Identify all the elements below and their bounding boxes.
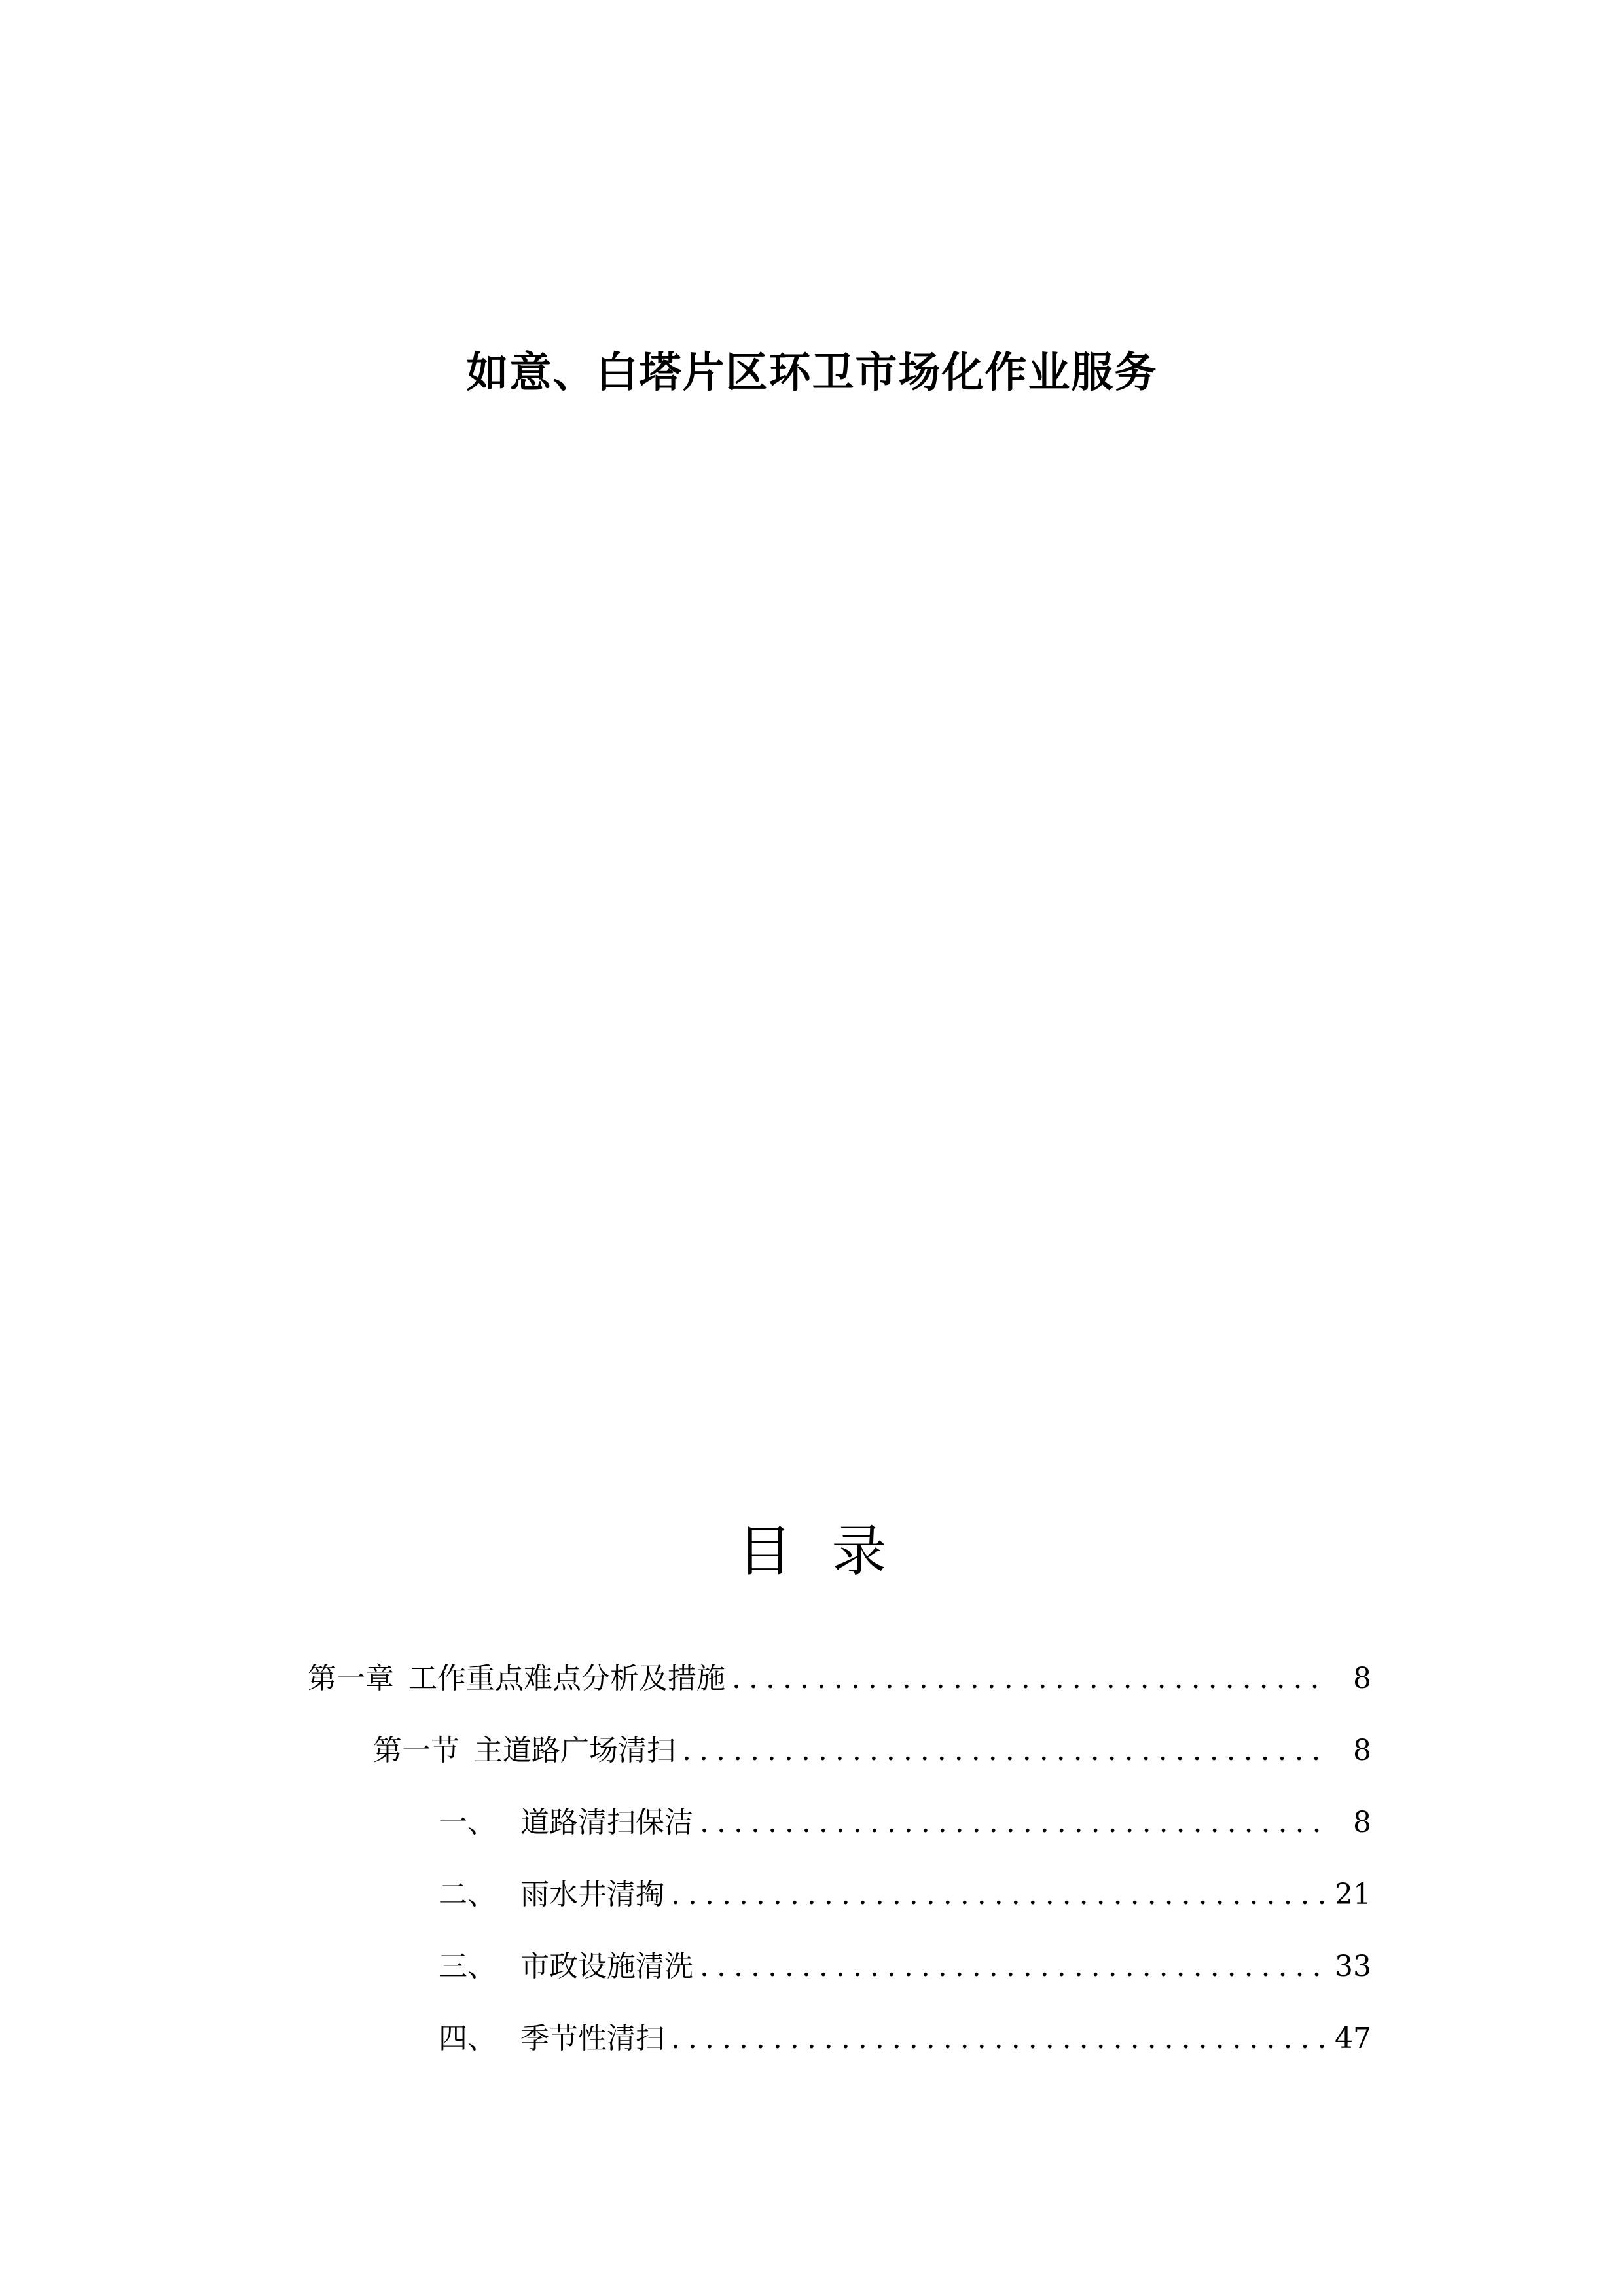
toc-dot-leader — [732, 1659, 1329, 1698]
toc-entry-item-3[interactable] — [308, 1931, 1371, 2003]
toc-entry-page: 8 — [1353, 1734, 1371, 1767]
toc-entry-chapter-1[interactable] — [308, 1643, 1371, 1715]
toc-dot-leader — [700, 1803, 1329, 1842]
toc-entry-text: 道路清扫保洁 — [520, 1806, 693, 1839]
toc-entry-number: 第一章 — [308, 1662, 394, 1695]
toc-entry-number: 第一节 — [373, 1734, 460, 1767]
toc-entry-page: 47 — [1335, 2022, 1371, 2055]
toc-entry-section-1[interactable] — [308, 1715, 1371, 1787]
toc-entry-text: 市政设施清洗 — [520, 1950, 693, 1983]
toc-dot-leader — [671, 2019, 1326, 2058]
toc-entry-number: 四、 — [439, 2022, 496, 2055]
toc-entry-text: 工作重点难点分析及措施 — [408, 1662, 725, 1695]
toc-dot-leader — [682, 1731, 1329, 1770]
toc-entry-item-4[interactable] — [308, 2003, 1371, 2075]
toc-entry-page: 8 — [1353, 1806, 1371, 1839]
toc-entry-page: 8 — [1353, 1662, 1371, 1695]
toc-entry-number: 一、 — [439, 1806, 496, 1839]
table-of-contents — [308, 1643, 1371, 2075]
toc-entry-item-2[interactable] — [308, 1859, 1371, 1931]
toc-entry-page: 33 — [1335, 1950, 1371, 1983]
toc-entry-number: 二、 — [439, 1878, 496, 1911]
toc-entry-item-1[interactable] — [308, 1787, 1371, 1859]
document-title: 如意、白塔片区环卫市场化作业服务 — [466, 349, 1158, 397]
toc-dot-leader — [700, 1947, 1326, 1986]
toc-heading: 目录 — [737, 1519, 926, 1583]
toc-entry-number: 三、 — [439, 1950, 496, 1983]
toc-entry-text: 季节性清扫 — [520, 2022, 664, 2055]
toc-entry-text: 主道路广场清扫 — [474, 1734, 676, 1767]
toc-dot-leader — [671, 1875, 1326, 1914]
toc-entry-text: 雨水井清掏 — [520, 1878, 664, 1911]
toc-entry-page: 21 — [1335, 1878, 1371, 1911]
